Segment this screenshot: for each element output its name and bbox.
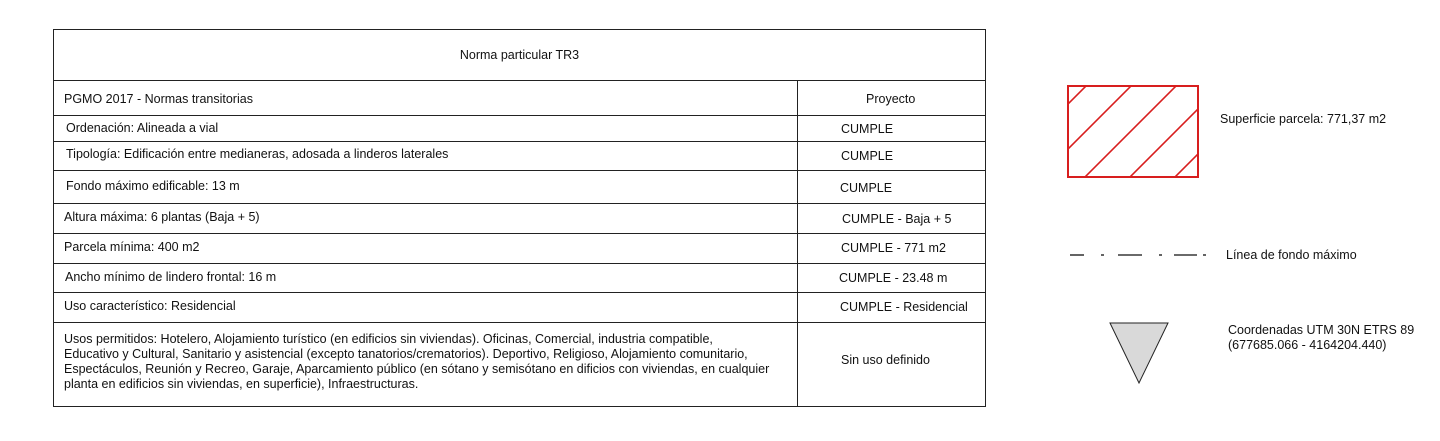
- table-row: [54, 263, 985, 292]
- row-label: Parcela mínima: 400 m2: [64, 240, 200, 254]
- dash-dot-line-icon: [1070, 248, 1206, 262]
- table-row: [54, 292, 985, 322]
- utm-coordinates-label: (677685.066 - 4164204.440): [1228, 338, 1387, 352]
- row-value: CUMPLE - Residencial: [840, 300, 968, 314]
- triangle-marker-icon: [1109, 322, 1169, 384]
- row-value: CUMPLE: [840, 181, 893, 195]
- row-value: CUMPLE: [841, 149, 894, 163]
- row-label: Fondo máximo edificable: 13 m: [66, 179, 240, 193]
- row-value: CUMPLE - Baja + 5: [842, 212, 952, 226]
- permitted-uses-line: Educativo y Cultural, Sanitario y asistencial (excepto tanatorios/crematorios). Deportivo, Religioso, Alojamiento comunitario,: [64, 347, 748, 361]
- max-depth-line-label: Línea de fondo máximo: [1226, 248, 1357, 262]
- hatched-rectangle-icon: [1067, 85, 1199, 178]
- table-title: Norma particular TR3: [459, 48, 580, 62]
- permitted-uses-line: Usos permitidos: Hotelero, Alojamiento turístico (en edificios sin viviendas). Oficinas, Comercial, industria compatible,: [64, 332, 713, 346]
- row-value: Sin uso definido: [841, 353, 930, 367]
- permitted-uses-text: [64, 332, 794, 392]
- permitted-uses-line: Espectáculos, Reunión y Recreo, Garaje, Aparcamiento público (en sótano y semisótano en dificios con viviendas, en cualquier: [64, 362, 770, 376]
- permitted-uses-line: planta en edificios sin viviendas, en superficie), Infraestructuras.: [64, 377, 419, 391]
- header-project-label: Proyecto: [866, 92, 916, 106]
- parcel-surface-label: Superficie parcela: 771,37 m2: [1220, 112, 1387, 126]
- utm-title-label: Coordenadas UTM 30N ETRS 89: [1228, 323, 1415, 337]
- row-value: CUMPLE - 771 m2: [841, 241, 946, 255]
- row-label: Uso característico: Residencial: [64, 299, 236, 313]
- regulation-table: [53, 29, 986, 407]
- table-row: [54, 141, 985, 170]
- table-row: [54, 233, 985, 263]
- row-label: Ordenación: Alineada a vial: [66, 121, 219, 135]
- table-row: [54, 170, 985, 203]
- row-label: Ancho mínimo de lindero frontal: 16 m: [65, 270, 277, 284]
- header-regulation-label: PGMO 2017 - Normas transitorias: [64, 92, 253, 106]
- table-row: [54, 322, 985, 406]
- row-value: CUMPLE - 23.48 m: [839, 271, 948, 285]
- table-header-row: [54, 80, 985, 115]
- row-label: Altura máxima: 6 plantas (Baja + 5): [64, 210, 260, 224]
- table-row: [54, 203, 985, 233]
- table-row: [54, 115, 985, 141]
- row-value: CUMPLE: [841, 122, 894, 136]
- row-label: Tipología: Edificación entre medianeras, adosada a linderos laterales: [66, 147, 449, 161]
